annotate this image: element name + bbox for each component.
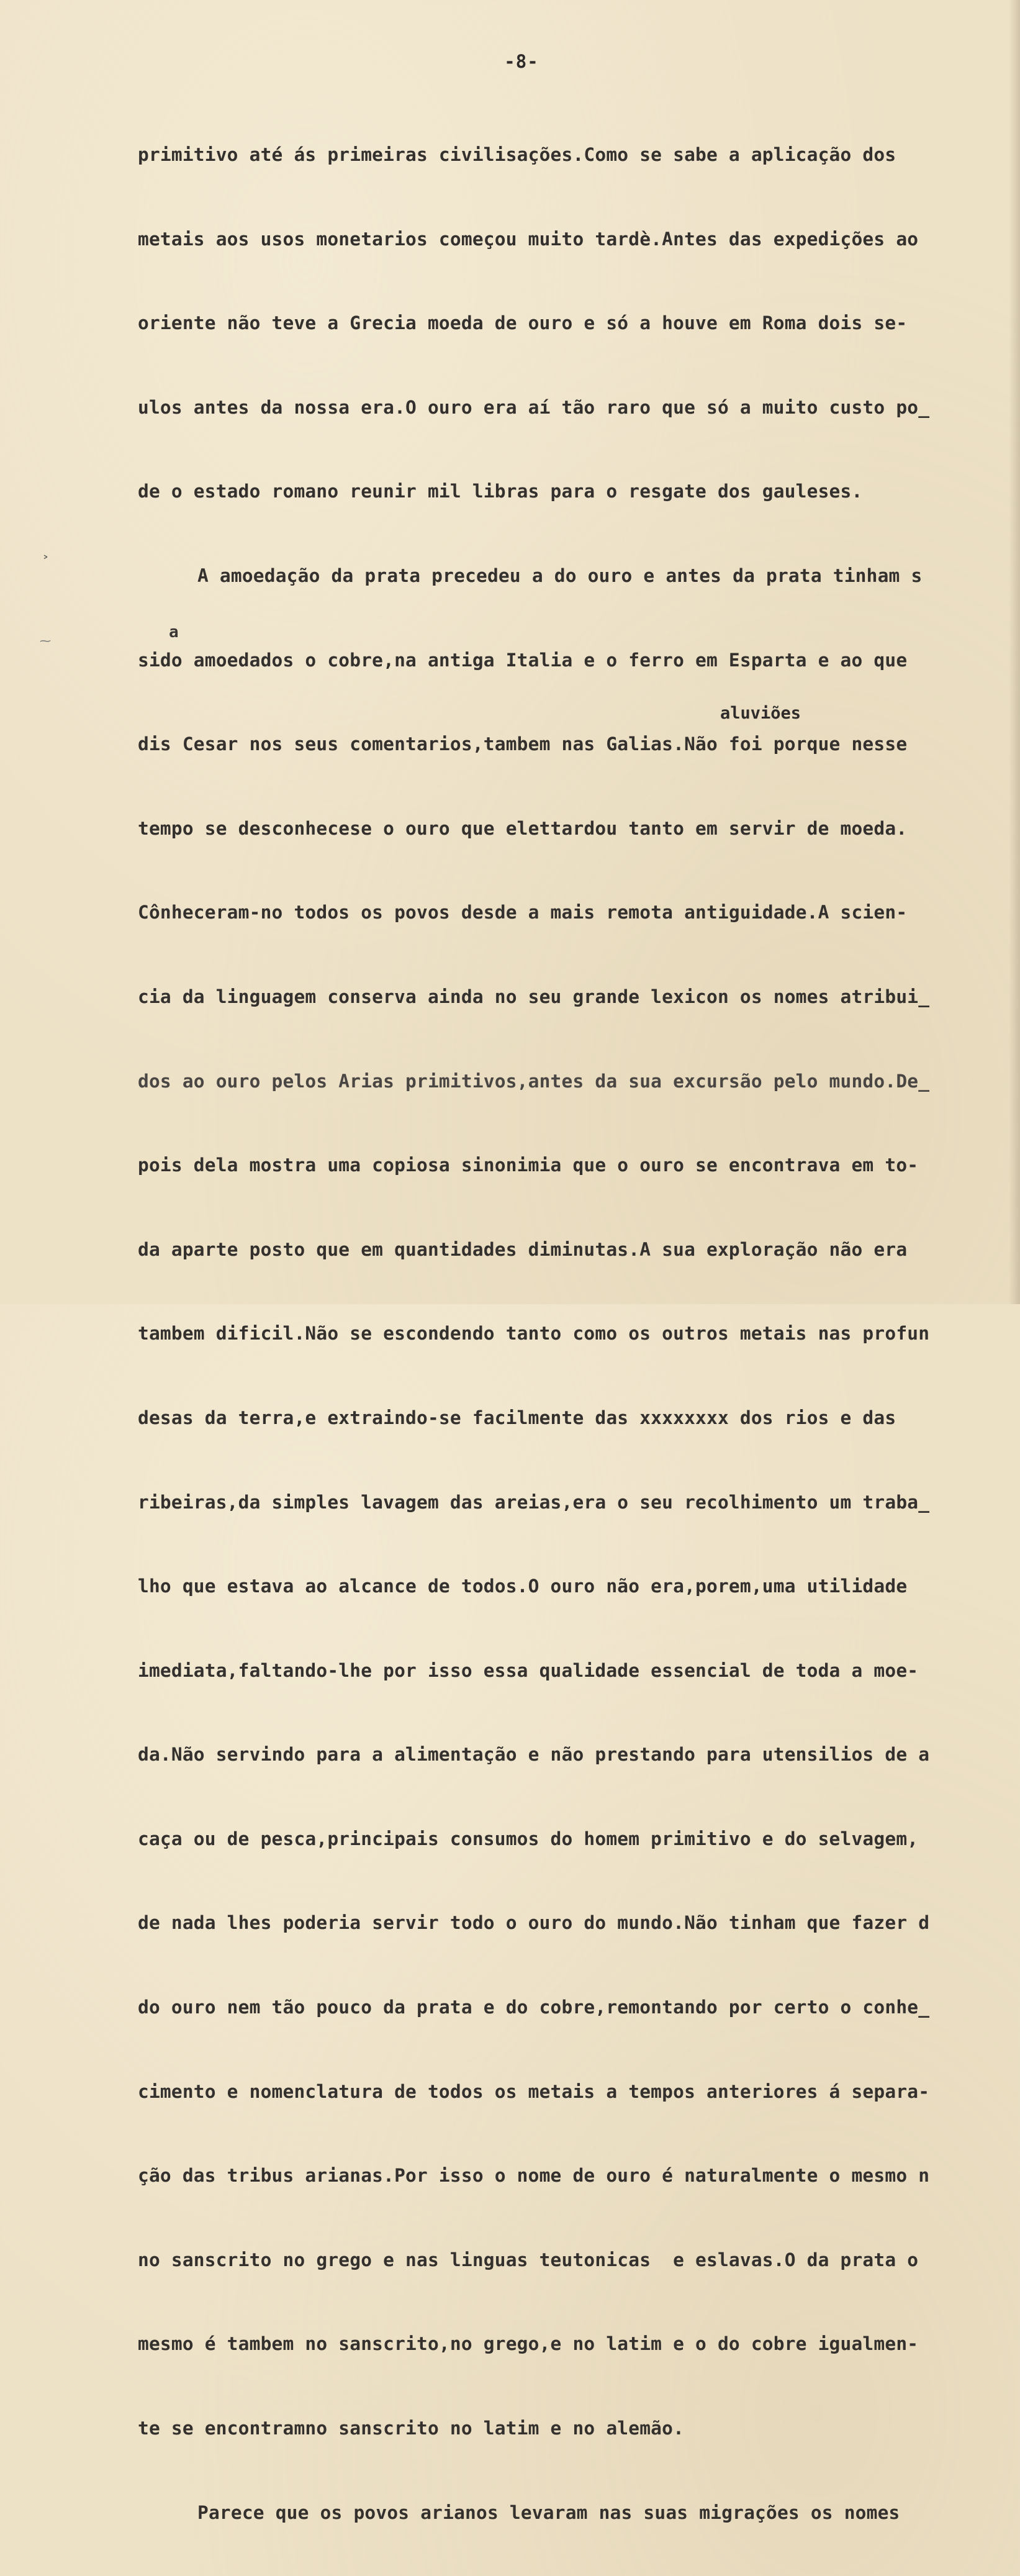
text-line: ção das tribus arianas.Por isso o nome de ouro é naturalmente o mesmo n xyxy=(138,2165,930,2187)
text-line: tempo se desconhecese o ouro que elettardou tanto em servir de moeda. xyxy=(138,817,908,839)
text-line: Cônheceram-no todos os povos desde a mais remota antiguidade.A scien- xyxy=(138,902,908,923)
text-line: primitivo até ás primeiras civilisações.Como se sabe a aplicação dos xyxy=(138,144,896,165)
text-line: dos ao ouro pelos Arias primitivos,antes da sua excursão pelo mundo.De_ xyxy=(138,1070,930,1092)
text-line-paragraph-start: Parece que os povos arianos levaram nas suas migrações os nomes xyxy=(197,2501,900,2523)
text-line: de o estado romano reunir mil libras para o resgate dos gauleses. xyxy=(138,481,863,502)
text-line: no sanscrito no grego e nas linguas teutonicas e eslavas.O da prata o xyxy=(138,2249,919,2270)
text-line: te se encontramno sanscrito no latim e no alemão. xyxy=(138,2418,685,2439)
typewritten-body xyxy=(138,92,1019,2576)
text-line: da.Não servindo para a alimentação e não prestando para utensilios de a xyxy=(138,1744,930,1766)
text-line: dis Cesar nos seus comentarios,tambem nas Galias.Não foi porque nesse xyxy=(138,733,908,755)
text-line: caça ou de pesca,principais consumos do homem primitivo e do selvagem, xyxy=(138,1828,919,1849)
text-line: ulos antes da nossa era.O ouro era aí tão raro que só a muito custo po_ xyxy=(138,396,930,418)
text-line: mesmo é tambem no sanscrito,no grego,e no latim e o do cobre igualmen- xyxy=(138,2333,919,2355)
page-edge-shadow xyxy=(1009,0,1020,1304)
text-line: desas da terra,e extraindo-se facilmente das xxxxxxxx dos rios e das xyxy=(138,1407,896,1428)
text-line: lho que estava ao alcance de todos.O ouro não era,porem,uma utilidade xyxy=(138,1576,908,1597)
text-line: da aparte posto que em quantidades diminutas.A sua exploração não era xyxy=(138,1238,908,1260)
page-number: -8- xyxy=(504,51,539,72)
text-line: de nada lhes poderia servir todo o ouro do mundo.Não tinham que fazer d xyxy=(138,1912,930,1934)
text-line: cia da linguagem conserva ainda no seu grande lexicon os nomes atribui_ xyxy=(138,986,930,1007)
text-line: oriente não teve a Grecia moeda de ouro e só a houve em Roma dois se- xyxy=(138,312,908,334)
interlinear-correction: aluviões xyxy=(720,704,801,723)
text-line: tambem dificil.Não se escondendo tanto como os outros metais nas profun xyxy=(138,1323,930,1345)
text-line: imediata,faltando-lhe por isso essa qualidade essencial de toda a moe- xyxy=(138,1659,919,1681)
text-line: ribeiras,da simples lavagem das areias,era o seu recolhimento um traba_ xyxy=(138,1491,930,1513)
margin-mark-icon: ˃ xyxy=(42,555,49,570)
text-line: metais aos usos monetarios começou muito tardè.Antes das expedições ao xyxy=(138,228,919,250)
margin-smudge-icon: ⁓ xyxy=(40,635,51,648)
text-line: do ouro nem tão pouco da prata e do cobre,remontando por certo o conhe_ xyxy=(138,1997,930,2018)
interlinear-correction: a xyxy=(169,623,179,642)
text-line: sido amoedados o cobre,na antiga Italia e o ferro em Esparta e ao que xyxy=(138,649,908,671)
text-line: pois dela mostra uma copiosa sinonimia que o ouro se encontrava em to- xyxy=(138,1154,919,1176)
text-line: cimento e nomenclatura de todos os metais a tempos anteriores á separa- xyxy=(138,2080,930,2102)
text-line-paragraph-start: A amoedação da prata precedeu a do ouro e antes da prata tinham s xyxy=(197,565,923,586)
